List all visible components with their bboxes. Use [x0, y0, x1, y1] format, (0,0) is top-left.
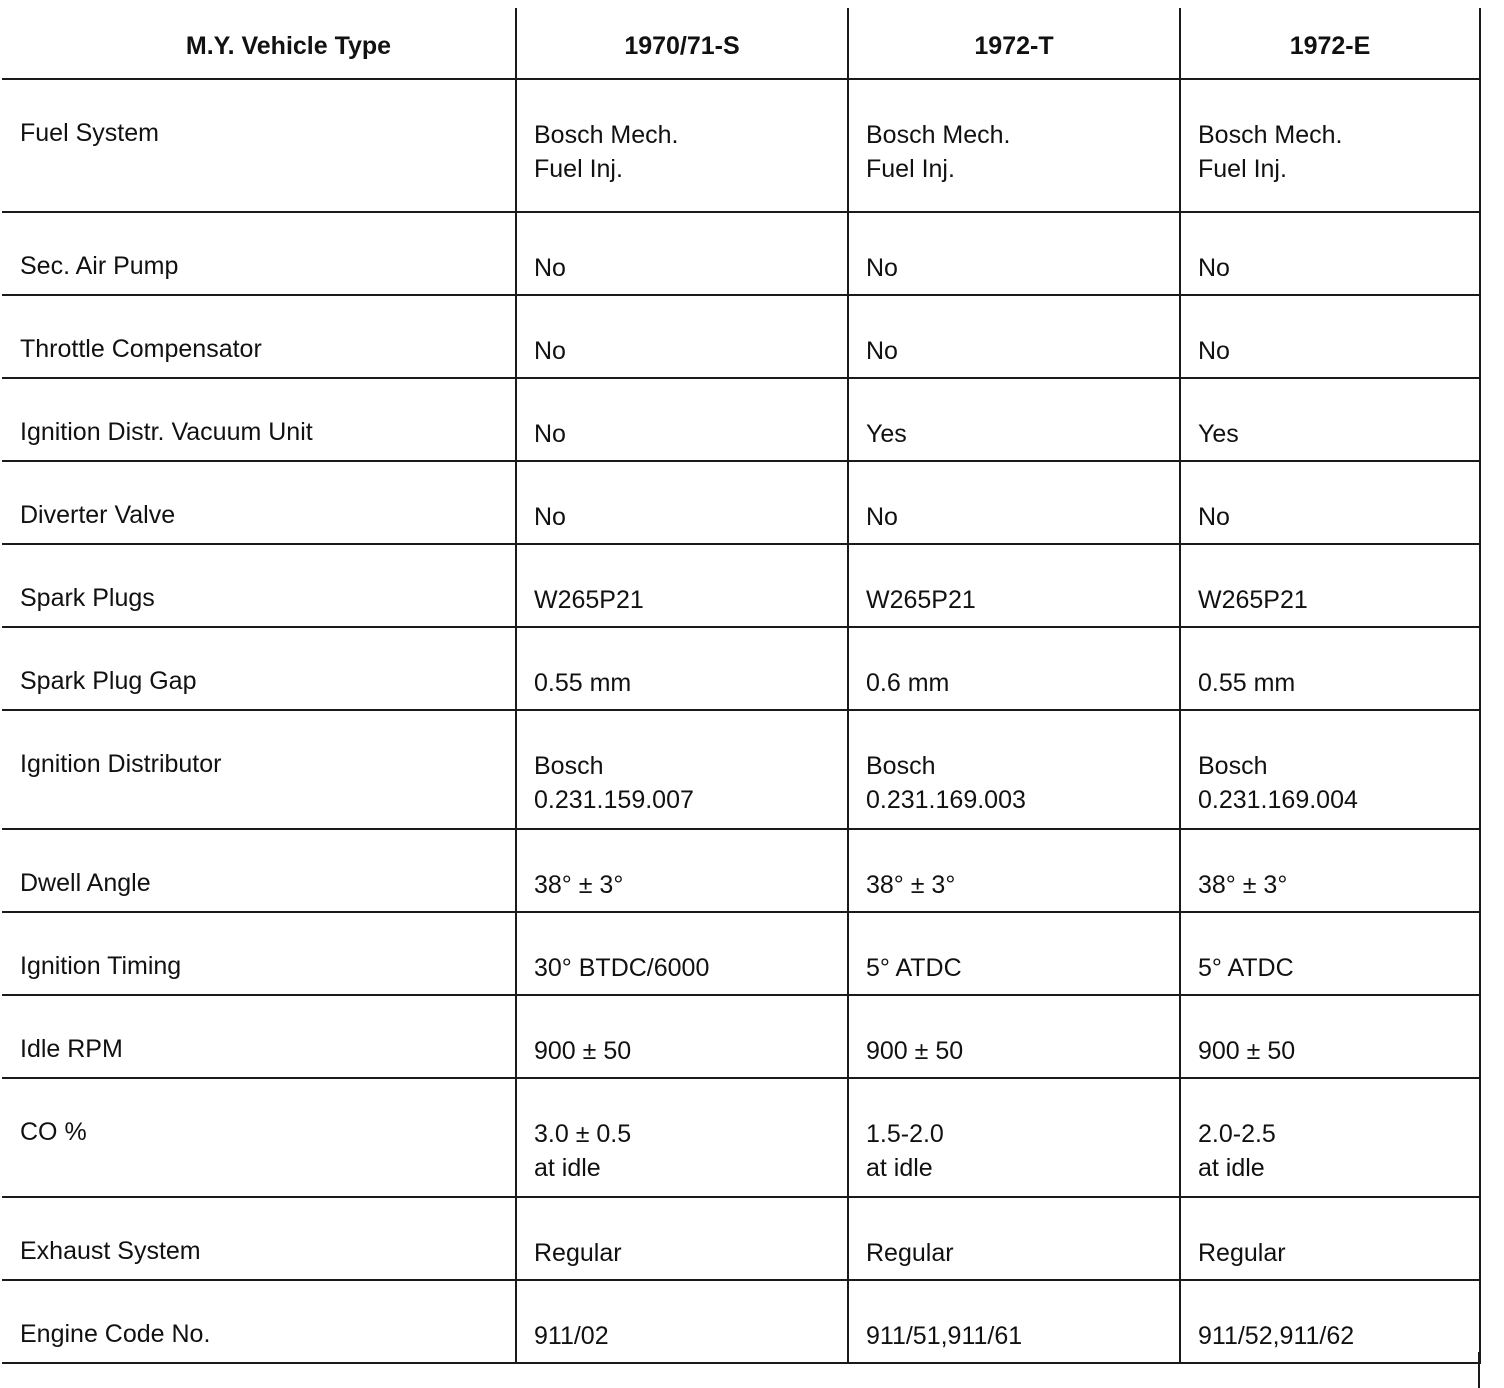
cell-value — [1180, 710, 1480, 829]
cell-value — [1180, 461, 1480, 544]
cell-line: W265P21 — [1198, 586, 1308, 614]
cell-line: Bosch Mech. — [534, 121, 679, 149]
row-label: Ignition Timing — [2, 912, 516, 995]
header-1972-e: 1972-E — [1180, 8, 1480, 79]
cell-value — [1180, 1078, 1480, 1197]
cell-line: Fuel Inj. — [534, 155, 623, 183]
cell-value — [1180, 544, 1480, 627]
cell-line: W265P21 — [866, 586, 976, 614]
cell-value — [516, 461, 848, 544]
cell-value — [1180, 79, 1480, 212]
cell-value — [516, 1197, 848, 1280]
row-label: Engine Code No. — [2, 1280, 516, 1363]
row-label: Dwell Angle — [2, 829, 516, 912]
cell-line: Regular — [534, 1239, 622, 1267]
row-label: Exhaust System — [2, 1197, 516, 1280]
cell-line: at idle — [1198, 1154, 1265, 1182]
cell-value — [516, 912, 848, 995]
table-row — [2, 1280, 1480, 1363]
cell-line: Fuel Inj. — [1198, 155, 1287, 183]
row-label: Throttle Compensator — [2, 295, 516, 378]
cell-line: 900 ± 50 — [1198, 1037, 1296, 1065]
cell-value — [1180, 1197, 1480, 1280]
table-row — [2, 710, 1480, 829]
cell-value — [516, 995, 848, 1078]
spec-table — [2, 8, 1481, 1364]
cell-line: 30° BTDC/6000 — [534, 954, 710, 982]
cell-line: 38° ± 3° — [534, 871, 624, 899]
cell-value — [516, 829, 848, 912]
table-row — [2, 295, 1480, 378]
cell-value — [848, 1280, 1180, 1363]
table-row — [2, 378, 1480, 461]
cell-line: 911/52,911/62 — [1198, 1322, 1355, 1350]
cell-line: 0.231.169.004 — [1198, 786, 1358, 814]
cell-line: 0.231.169.003 — [866, 786, 1026, 814]
cell-line: 5° ATDC — [1198, 954, 1294, 982]
row-label: Idle RPM — [2, 995, 516, 1078]
cell-value — [1180, 295, 1480, 378]
cell-line: 2.0-2.5 — [1198, 1120, 1276, 1148]
cell-line: Regular — [866, 1239, 954, 1267]
cell-line: Yes — [1198, 420, 1239, 448]
table-row — [2, 829, 1480, 912]
cell-value — [848, 1197, 1180, 1280]
cell-value — [848, 995, 1180, 1078]
cell-value — [848, 829, 1180, 912]
cell-line: No — [534, 420, 566, 448]
cell-value — [848, 710, 1180, 829]
cell-line: at idle — [866, 1154, 933, 1182]
cell-line: No — [866, 503, 898, 531]
cell-value — [516, 544, 848, 627]
row-label: Fuel System — [2, 79, 516, 212]
cell-value — [516, 710, 848, 829]
header-vehicle-type: M.Y. Vehicle Type — [2, 8, 516, 79]
cell-line: 0.231.159.007 — [534, 786, 694, 814]
row-label: Spark Plugs — [2, 544, 516, 627]
cell-value — [1180, 1280, 1480, 1363]
row-label: Ignition Distributor — [2, 710, 516, 829]
cell-line: 0.6 mm — [866, 669, 950, 697]
cell-value — [1180, 829, 1480, 912]
cell-line: No — [1198, 337, 1230, 365]
cell-value — [516, 627, 848, 710]
row-label: Ignition Distr. Vacuum Unit — [2, 378, 516, 461]
cell-line: No — [1198, 254, 1230, 282]
cell-line: 3.0 ± 0.5 — [534, 1120, 632, 1148]
table-row — [2, 912, 1480, 995]
cell-value — [516, 1280, 848, 1363]
cell-value — [848, 1078, 1180, 1197]
cell-line: 900 ± 50 — [866, 1037, 964, 1065]
table-row — [2, 1197, 1480, 1280]
cell-value — [848, 295, 1180, 378]
cell-line: Regular — [1198, 1239, 1286, 1267]
cell-line: Bosch — [1198, 752, 1268, 780]
cell-value — [848, 912, 1180, 995]
cell-value — [848, 79, 1180, 212]
cell-line: No — [1198, 503, 1230, 531]
table-row — [2, 995, 1480, 1078]
cell-value — [1180, 627, 1480, 710]
table-row — [2, 544, 1480, 627]
row-label: Sec. Air Pump — [2, 212, 516, 295]
cell-line: Yes — [866, 420, 907, 448]
cell-value — [516, 1078, 848, 1197]
cell-value — [516, 295, 848, 378]
cell-line: 1.5-2.0 — [866, 1120, 944, 1148]
table-footer-row — [2, 1352, 1480, 1388]
cell-line: No — [534, 254, 566, 282]
cell-line: 38° ± 3° — [1198, 871, 1288, 899]
row-label: Spark Plug Gap — [2, 627, 516, 710]
cell-value — [516, 378, 848, 461]
header-1972-t: 1972-T — [848, 8, 1180, 79]
cell-line: Bosch Mech. — [866, 121, 1011, 149]
cell-value — [1180, 995, 1480, 1078]
cell-line: Bosch Mech. — [1198, 121, 1343, 149]
cell-value — [1180, 378, 1480, 461]
cell-line: No — [534, 337, 566, 365]
cell-line: Bosch — [866, 752, 936, 780]
cell-line: 0.55 mm — [534, 669, 632, 697]
cell-line: 5° ATDC — [866, 954, 962, 982]
cell-line: 911/02 — [534, 1322, 609, 1350]
cell-value — [516, 79, 848, 212]
header-1970-71-s: 1970/71-S — [516, 8, 848, 79]
cell-line: at idle — [534, 1154, 601, 1182]
cell-value — [516, 212, 848, 295]
cell-line: 38° ± 3° — [866, 871, 956, 899]
row-label: Diverter Valve — [2, 461, 516, 544]
cell-line: No — [866, 337, 898, 365]
header-row — [2, 8, 1480, 79]
table-row — [2, 627, 1480, 710]
table-row — [2, 79, 1480, 212]
table-row — [2, 461, 1480, 544]
cell-value — [1180, 212, 1480, 295]
cell-line: No — [866, 254, 898, 282]
cell-line: 900 ± 50 — [534, 1037, 632, 1065]
cell-line: 0.55 mm — [1198, 669, 1296, 697]
cell-line: 911/51,911/61 — [866, 1322, 1023, 1350]
table-row — [2, 212, 1480, 295]
cell-value — [1180, 912, 1480, 995]
row-label: CO % — [2, 1078, 516, 1197]
cell-value — [848, 544, 1180, 627]
cell-line: No — [534, 503, 566, 531]
cell-value — [848, 212, 1180, 295]
cell-line: Bosch — [534, 752, 604, 780]
cell-value — [848, 627, 1180, 710]
table-row — [2, 1078, 1480, 1197]
cell-line: W265P21 — [534, 586, 644, 614]
cell-line: Fuel Inj. — [866, 155, 955, 183]
cell-value — [848, 378, 1180, 461]
cell-value — [848, 461, 1180, 544]
